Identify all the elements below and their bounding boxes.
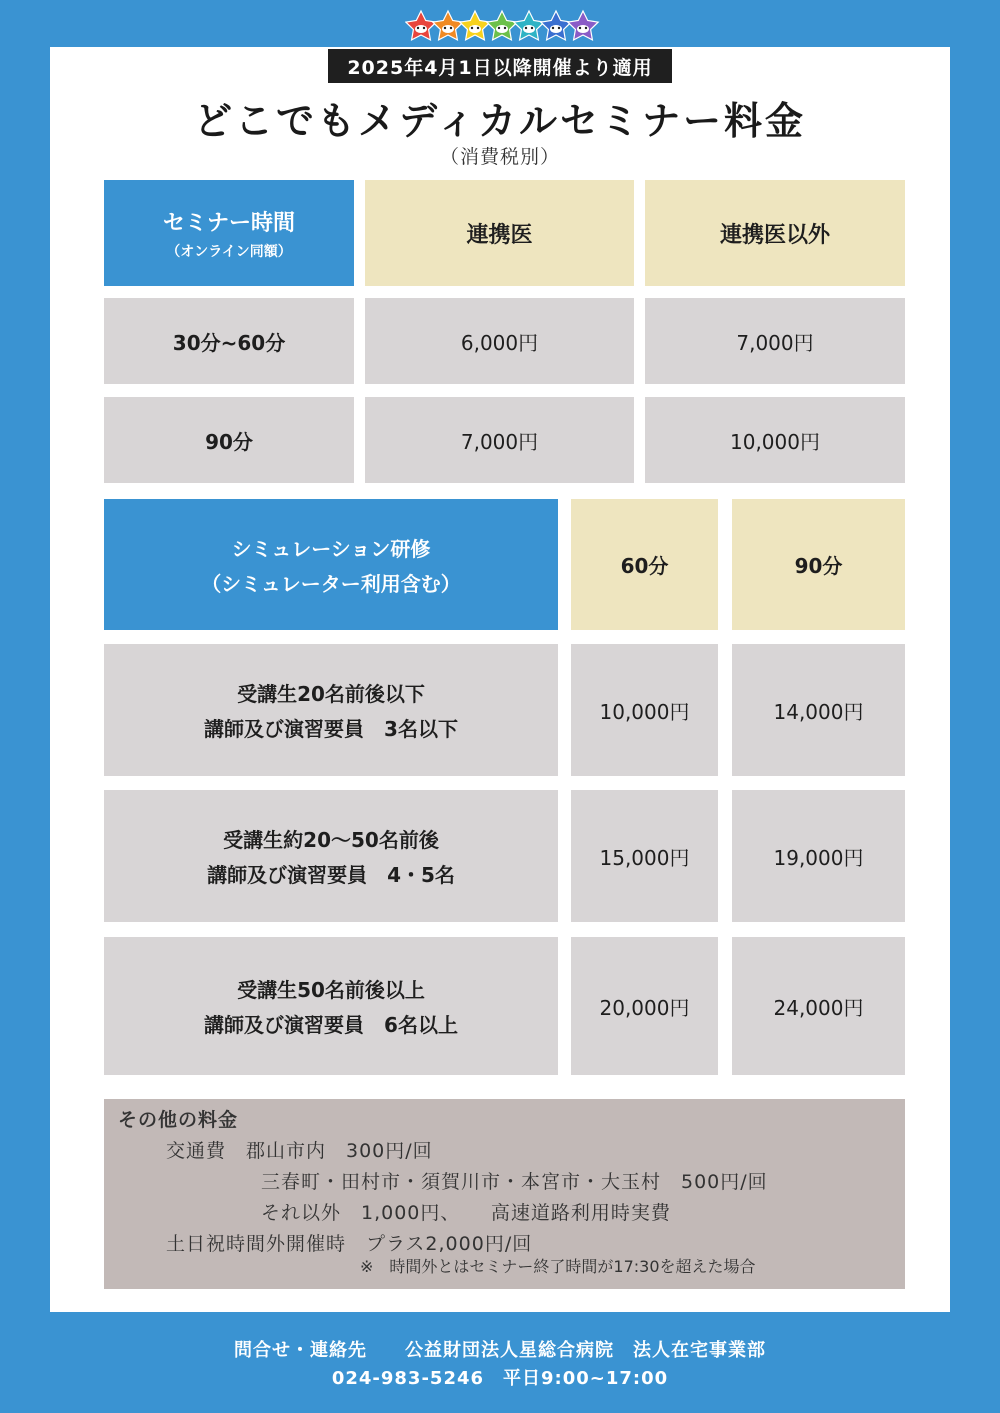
- tax-note: （消費税別）: [439, 146, 560, 168]
- participant-count: 受講生20名前後以下: [237, 682, 425, 706]
- simulation-title: シミュレーション研修: [231, 536, 431, 561]
- seminar-nonpartner-header: 連携医以外: [645, 180, 905, 286]
- mascot-eye: [585, 27, 587, 29]
- overtime-fee: 土日祝時間外開催時 プラス2,000円/回: [166, 1233, 533, 1255]
- simulation-60min-price: 20,000円: [571, 937, 718, 1075]
- simulation-90min-header: 90分: [732, 499, 905, 630]
- mascot-face: [496, 25, 508, 33]
- transport-fee-local: 交通費 郡山市内 300円/回: [166, 1140, 433, 1162]
- instructor-count: 講師及び演習要員 4・5名: [207, 863, 455, 887]
- simulation-note: （シミュレーター利用含む）: [201, 571, 461, 596]
- transport-fee-nearby: 三春町・田村市・須賀川市・本宮市・大玉村 500円/回: [261, 1171, 768, 1193]
- seminar-row-other-price: 7,000円: [645, 298, 905, 384]
- effective-date-badge: 2025年4月1日以降開催より適用: [328, 49, 672, 83]
- mascot-face: [523, 25, 535, 33]
- phone-hours-line: 024-983-5246 平日9:00~17:00: [331, 1368, 669, 1389]
- simulation-row-description: [104, 644, 558, 776]
- mascot-stars-graphic: [405, 8, 605, 44]
- seminar-time-title: セミナー時間: [162, 210, 295, 236]
- mascot-eye: [552, 27, 554, 29]
- participant-count: 受講生50名前後以上: [237, 978, 425, 1002]
- instructor-count: 講師及び演習要員 6名以上: [204, 1013, 458, 1037]
- other-fees-title: その他の料金: [118, 1109, 239, 1131]
- seminar-time-header: [104, 180, 354, 286]
- mascot-eye: [531, 27, 533, 29]
- contact-line: 問合せ・連絡先 公益財団法人星総合病院 法人在宅事業部: [234, 1340, 766, 1361]
- mascot-eye: [471, 27, 473, 29]
- mascot-eye: [417, 27, 419, 29]
- mascot-eye: [525, 27, 527, 29]
- simulation-60min-price: 10,000円: [571, 644, 718, 776]
- seminar-online-note: （オンライン同額）: [166, 243, 292, 260]
- mascot-eye: [444, 27, 446, 29]
- mascot-logo: [405, 8, 605, 44]
- simulation-row-description: [104, 790, 558, 922]
- simulation-90min-price: 14,000円: [732, 644, 905, 776]
- mascot-face: [550, 25, 562, 33]
- mascot-face: [577, 25, 589, 33]
- mascot-eye: [477, 27, 479, 29]
- mascot-face: [442, 25, 454, 33]
- page-title: どこでもメディカルセミナー料金: [194, 99, 806, 143]
- mascot-eye: [558, 27, 560, 29]
- simulation-header: [104, 499, 558, 630]
- other-fees-box: [104, 1099, 905, 1289]
- simulation-60min-header: 60分: [571, 499, 718, 630]
- instructor-count: 講師及び演習要員 3名以下: [204, 717, 458, 741]
- seminar-row-time: 90分: [104, 397, 354, 483]
- mascot-eye: [498, 27, 500, 29]
- simulation-90min-price: 24,000円: [732, 937, 905, 1075]
- transport-fee-other: それ以外 1,000円、 高速道路利用時実費: [261, 1202, 671, 1224]
- mascot-face: [415, 25, 427, 33]
- simulation-row-description: [104, 937, 558, 1075]
- simulation-90min-price: 19,000円: [732, 790, 905, 922]
- overtime-note: ※ 時間外とはセミナー終了時間が17:30を超えた場合: [360, 1257, 756, 1276]
- participant-count: 受講生約20～50名前後: [223, 828, 439, 852]
- seminar-row-other-price: 10,000円: [645, 397, 905, 483]
- seminar-partner-header: 連携医: [365, 180, 634, 286]
- seminar-row-time: 30分~60分: [104, 298, 354, 384]
- seminar-row-partner-price: 6,000円: [365, 298, 634, 384]
- mascot-face: [469, 25, 481, 33]
- mascot-eye: [423, 27, 425, 29]
- mascot-eye: [579, 27, 581, 29]
- mascot-eye: [450, 27, 452, 29]
- mascot-eye: [504, 27, 506, 29]
- simulation-60min-price: 15,000円: [571, 790, 718, 922]
- seminar-row-partner-price: 7,000円: [365, 397, 634, 483]
